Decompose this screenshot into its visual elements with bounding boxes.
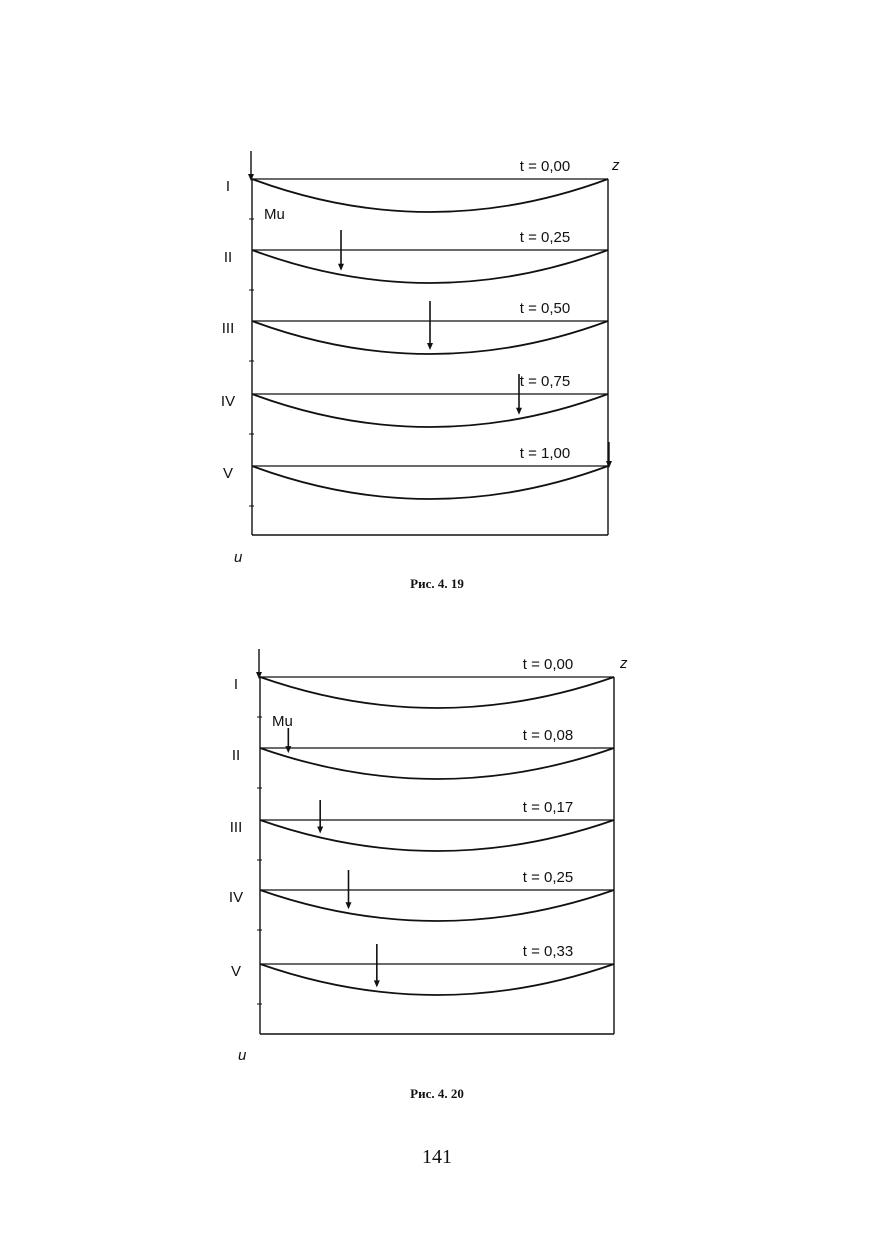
panel-numeral: II — [223, 249, 233, 266]
axis-u-label: u — [238, 1047, 247, 1064]
time-label: t = 1,00 — [519, 445, 571, 462]
load-arrow — [285, 728, 291, 753]
page-number: 141 — [422, 1146, 452, 1168]
panel-numeral: I — [225, 178, 231, 195]
time-label: t = 0,17 — [522, 799, 574, 816]
panel-iv — [229, 869, 614, 921]
panel-numeral: III — [229, 819, 243, 836]
time-label: t = 0,33 — [522, 943, 574, 960]
load-arrow — [374, 944, 380, 987]
figure-4-20-caption: Рис. 4. 20 — [410, 1086, 464, 1101]
moment-label: Mu — [272, 713, 293, 730]
axis-u-label: u — [234, 549, 243, 566]
panel-iii — [230, 799, 614, 851]
panel-numeral: I — [233, 676, 239, 693]
time-label: t = 0,75 — [519, 373, 571, 390]
panel-ii — [232, 727, 614, 779]
time-label: t = 0,50 — [519, 300, 571, 317]
deflection-curve — [260, 964, 614, 995]
panel-v — [231, 943, 614, 995]
time-label: t = 0,25 — [519, 229, 571, 246]
panel-numeral: II — [231, 747, 241, 764]
time-label: t = 0,00 — [519, 158, 571, 175]
deflection-curve — [260, 677, 614, 708]
panel-numeral: V — [230, 963, 242, 980]
load-arrow — [317, 800, 323, 833]
panel-numeral: III — [221, 320, 235, 337]
moment-label: Mu — [264, 206, 285, 223]
figure-4-19-caption: Рис. 4. 19 — [410, 576, 464, 591]
time-label: t = 0,08 — [522, 727, 574, 744]
load-arrow — [256, 649, 262, 679]
panel-numeral: IV — [220, 393, 236, 410]
deflection-curve — [260, 890, 614, 921]
time-label: t = 0,00 — [522, 656, 574, 673]
panel-i — [234, 649, 614, 708]
panel-numeral: V — [222, 465, 234, 482]
deflection-curve — [260, 820, 614, 851]
deflection-curve — [260, 748, 614, 779]
axis-z-label: z — [620, 655, 628, 672]
panel-numeral: IV — [228, 889, 244, 906]
time-label: t = 0,25 — [522, 869, 574, 886]
axis-z-label: z — [612, 157, 620, 174]
